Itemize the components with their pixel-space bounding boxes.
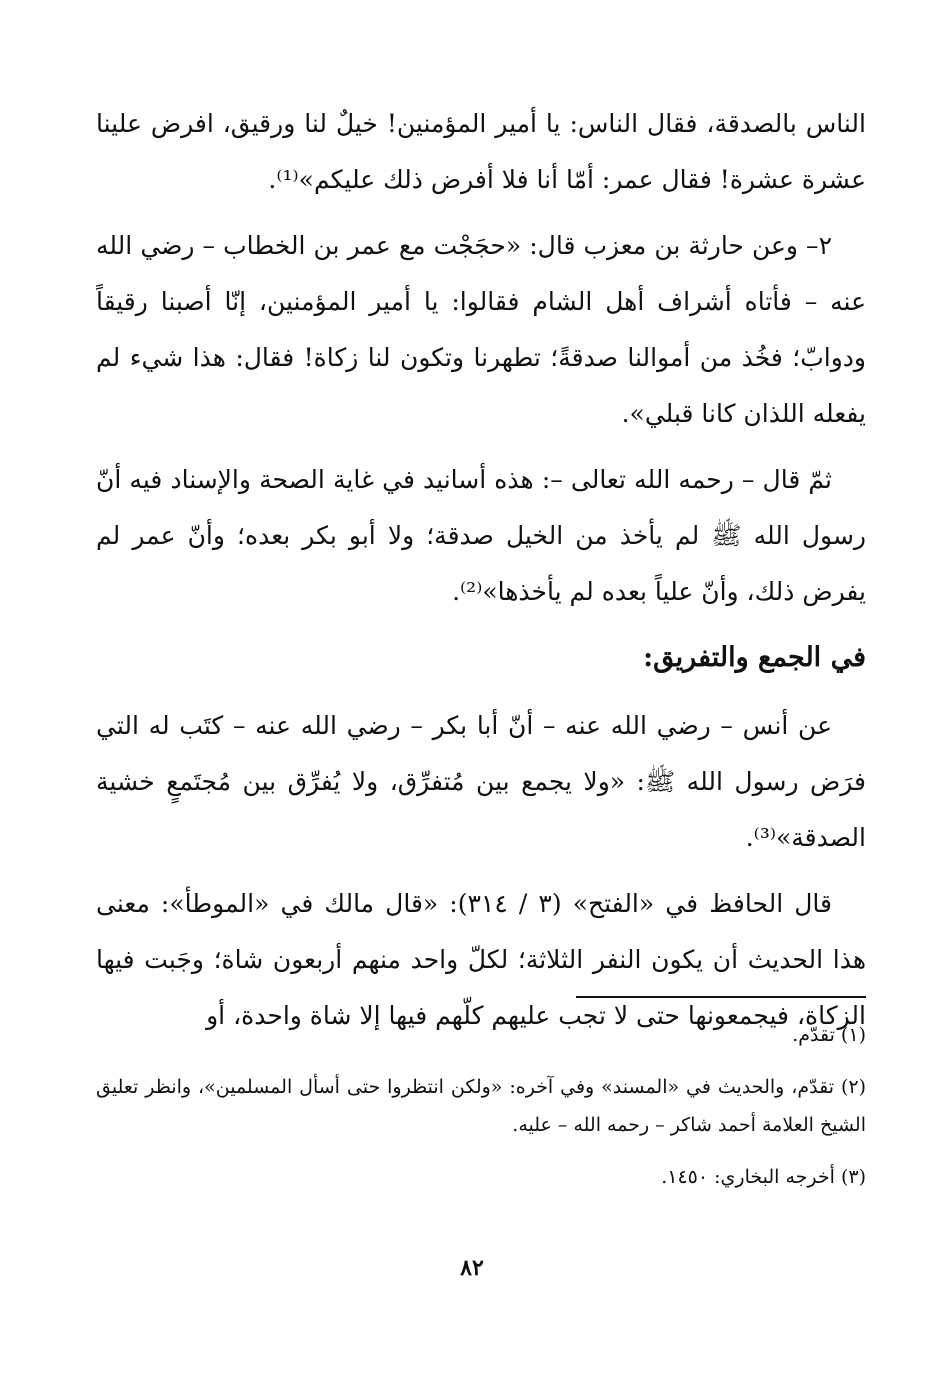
main-text	[96, 96, 866, 1054]
paragraph-4: عن أنس – رضي الله عنه – أنّ أبا بكر – رضي الله عنه – كتَب له التي فرَض رسول الله ﷺ: «ولا يجمع بين مُتفرِّق، ولا يُفرِّق بين مُجتَمعٍ خشية الصدقة»⁽³⁾.	[96, 711, 866, 852]
footnote-1: (١) تقدّم.	[792, 1024, 866, 1046]
footnotes	[96, 1016, 866, 1210]
paragraph-1: الناس بالصدقة، فقال الناس: يا أمير المؤمنين! خيلٌ لنا ورقيق، افرض علينا عشرة عشرة! فقال عمر: أمّا أنا فلا أفرض ذلك عليكم»⁽¹⁾.	[96, 109, 866, 194]
paragraph-5: قال الحافظ في «الفتح» (٣ / ٣١٤): «قال مالك في «الموطأ»: معنى هذا الحديث أن يكون النفر الثلاثة؛ لكلّ واحد منهم أربعون شاة؛ وجَبت فيها الزكاة، فيجمعونها حتى لا تجب عليهم كلّهم فيها إلا شاة واحدة، أو	[96, 889, 866, 1030]
paragraph-2: ٢– وعن حارثة بن معزب قال: «حجَجْت مع عمر بن الخطاب – رضي الله عنه – فأتاه أشراف أهل الشام فقالوا: يا أمير المؤمنين، إنّا أصبنا رقيقاً ودوابّ؛ فخُذ من أموالنا صدقةً؛ تطهرنا وتكون لنا زكاة! فقال: هذا شيء لم يفعله اللذان كانا قبلي».	[96, 231, 866, 428]
footnote-2: (٢) تقدّم، والحديث في «المسند» وفي آخره: «ولكن انتظروا حتى أسأل المسلمين»، وانظر تعليق الشيخ العلامة أحمد شاكر – رحمه الله – عليه.	[96, 1076, 866, 1136]
section-heading: في الجمع والتفريق:	[643, 642, 866, 673]
page-number: ٨٢	[460, 1255, 484, 1281]
paragraph-3: ثمّ قال – رحمه الله تعالى –: هذه أسانيد في غاية الصحة والإسناد فيه أنّ رسول الله ﷺ لم يأخذ من الخيل صدقة؛ ولا أبو بكر بعده؛ وأنّ عمر لم يفرض ذلك، وأنّ علياً بعده لم يأخذها»⁽²⁾.	[96, 465, 866, 606]
footnote-3: (٣) أخرجه البخاري: ١٤٥٠.	[661, 1166, 866, 1188]
footnote-divider	[576, 996, 866, 998]
